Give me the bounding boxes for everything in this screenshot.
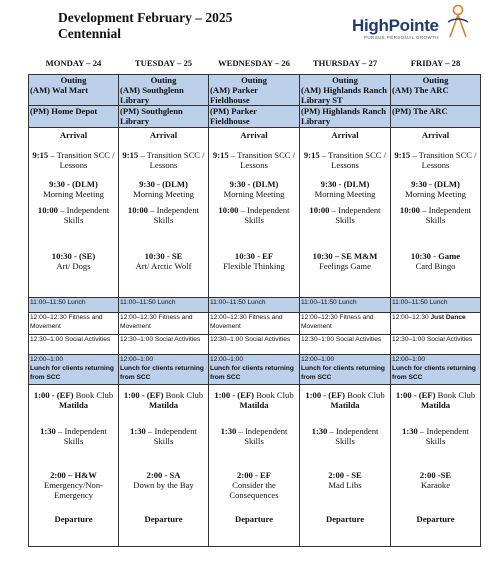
logo-wordmark: HighPointe (352, 16, 439, 35)
logo-figure-icon (444, 4, 470, 38)
book-club-item: 1:00 - (EF) Book Club Matilda (33, 390, 114, 410)
activity-item: 10:30 – SE M&M Feelings Game (312, 251, 378, 271)
highpointe-logo (350, 4, 470, 46)
book-club-item: 1:00 - (EF) Book Club Matilda (123, 390, 204, 410)
lunch-cell: 11:00–11:50 Lunch (209, 298, 300, 313)
independent-skills-item: 10:00 – Independent Skills (37, 205, 110, 225)
independent-skills-item: 1:30 – Independent Skills (40, 426, 107, 446)
outing-pm-cell: (PM) Highlands Ranch Library (300, 106, 391, 128)
morning-block-cell (209, 128, 300, 298)
transition-item: 9:15 – Transition SCC / Lessons (394, 150, 477, 170)
fitness-cell: 12:00–12:30 Just Dance (391, 313, 481, 335)
independent-skills-item: 10:00 – Independent Skills (309, 205, 381, 225)
book-club-item: 1:00 - (EF) Book Club Matilda (395, 390, 476, 410)
fitness-cell: 12:00–12:30 Fitness and Movement (29, 313, 119, 335)
fitness-cell: 12:00–12:30 Fitness and Movement (300, 313, 391, 335)
outing-pm-row (29, 106, 481, 128)
afternoon-block-cell (119, 385, 209, 547)
morning-meeting-item: 9:30 - (DLM) Morning Meeting (223, 179, 285, 199)
arrival-label: Arrival (421, 130, 450, 140)
lunch-cell: 11:00–11:50 Lunch (29, 298, 119, 313)
activity-item: 10:30 - EF Flexible Thinking (223, 251, 285, 271)
independent-skills-item: 1:30 – Independent Skills (311, 426, 379, 446)
social-cell: 12:30–1:00 Social Activities (29, 335, 119, 355)
fitness-cell: 12:00–12:30 Fitness and Movement (209, 313, 300, 335)
outing-pm-cell: (PM) The ARC (391, 106, 481, 128)
social-cell: 12:30–1:00 Social Activities (300, 335, 391, 355)
departure-label: Departure (234, 514, 274, 524)
logo-tagline: PURSUE PERSONAL GROWTH (364, 35, 439, 40)
independent-skills-item: 1:30 – Independent Skills (220, 426, 288, 446)
lunch-cell: 11:00–11:50 Lunch (119, 298, 209, 313)
departure-label: Departure (54, 514, 93, 524)
morning-meeting-item: 9:30 - (DLM) Morning Meeting (133, 179, 194, 199)
day-heading: THURSDAY – 27 (312, 58, 378, 68)
outing-pm-cell: (PM) Southglenn Library (119, 106, 209, 128)
outing-am-cell: Outing (AM) The ARC (391, 75, 481, 106)
morning-meeting-item: 9:30 - (DLM) Morning Meeting (43, 179, 104, 199)
scc-lunch-cell: 12:00–1:00 Lunch for clients returning from SCC (119, 355, 209, 385)
afternoon-block-cell (29, 385, 119, 547)
afternoon-activity-item: 2:00 -SE Karaoke (419, 470, 452, 490)
scc-lunch-cell: 12:00–1:00 Lunch for clients returning from SCC (209, 355, 300, 385)
afternoon-block-cell (391, 385, 481, 547)
transition-item: 9:15 – Transition SCC / Lessons (303, 150, 387, 170)
independent-skills-item: 10:00 – Independent Skills (127, 205, 200, 225)
fitness-cell: 12:00–12:30 Fitness and Movement (119, 313, 209, 335)
title-line-2: Centennial (58, 26, 122, 41)
book-club-item: 1:00 - (EF) Book Club Matilda (305, 390, 385, 410)
outing-pm-cell: (PM) Home Depot (29, 106, 119, 128)
afternoon-block-row (29, 385, 481, 547)
morning-meeting-item: 9:30 - (DLM) Morning Meeting (314, 179, 376, 199)
schedule-table (28, 58, 481, 547)
morning-block-cell (391, 128, 481, 298)
document-title (58, 10, 232, 42)
outing-am-row (29, 75, 481, 106)
title-line-1: Development February – 2025 (58, 10, 233, 25)
arrival-label: Arrival (240, 130, 268, 140)
morning-block-row (29, 128, 481, 298)
scc-lunch-cell: 12:00–1:00 Lunch for clients returning from SCC (300, 355, 391, 385)
arrival-label: Arrival (59, 130, 88, 140)
independent-skills-item: 1:30 – Independent Skills (402, 426, 469, 446)
day-heading: FRIDAY – 28 (410, 58, 461, 68)
scc-lunch-cell: 12:00–1:00 Lunch for clients returning from SCC (29, 355, 119, 385)
morning-block-cell (119, 128, 209, 298)
activity-item: 10:30 - SE Art/ Arctic Wolf (135, 251, 192, 271)
transition-item: 9:15 – Transition SCC / Lessons (212, 150, 296, 170)
day-heading: MONDAY – 24 (45, 58, 102, 68)
lunch-cell: 11:00–11:50 Lunch (391, 298, 481, 313)
departure-label: Departure (325, 514, 365, 524)
afternoon-activity-item: 2:00 - SA Down by the Bay (133, 470, 194, 490)
scc-lunch-cell: 12:00–1:00 Lunch for clients returning from SCC (391, 355, 481, 385)
day-heading: WEDNESDAY – 26 (218, 58, 290, 68)
independent-skills-item: 10:00 – Independent Skills (218, 205, 290, 225)
outing-am-cell: Outing (AM) Wal Mart (29, 75, 119, 106)
morning-block-cell (300, 128, 391, 298)
activity-item: 10:30 - (SE) Art/ Dogs (51, 251, 96, 271)
scc-lunch-row (29, 355, 481, 385)
afternoon-activity-item: 2:00 - EF Consider the Consequences (229, 470, 279, 500)
activity-item: 10:30 - Game Card Bingo (410, 251, 461, 271)
independent-skills-item: 10:00 – Independent Skills (399, 205, 472, 225)
social-cell: 12:30–1:00 Social Activities (119, 335, 209, 355)
departure-label: Departure (144, 514, 183, 524)
outing-am-cell: Outing (AM) Parker Fieldhouse (209, 75, 300, 106)
outing-pm-cell: (PM) Parker Fieldhouse (209, 106, 300, 128)
lunch-row (29, 298, 481, 313)
independent-skills-item: 1:30 – Independent Skills (130, 426, 197, 446)
lunch-cell: 11:00–11:50 Lunch (300, 298, 391, 313)
departure-label: Departure (416, 514, 455, 524)
transition-item: 9:15 – Transition SCC / Lessons (122, 150, 205, 170)
morning-block-cell (29, 128, 119, 298)
day-heading: TUESDAY – 25 (134, 58, 193, 68)
arrival-label: Arrival (331, 130, 359, 140)
social-cell: 12:30–1:00 Social Activities (391, 335, 481, 355)
day-header-row (29, 58, 481, 75)
transition-item: 9:15 – Transition SCC / Lessons (32, 150, 115, 170)
fitness-row (29, 313, 481, 335)
outing-am-cell: Outing (AM) Southglenn Library (119, 75, 209, 106)
afternoon-activity-item: 2:00 – H&W Emergency/Non-Emergency (43, 470, 104, 500)
outing-am-cell: Outing (AM) Highlands Ranch Library ST (300, 75, 391, 106)
afternoon-block-cell (300, 385, 391, 547)
book-club-item: 1:00 - (EF) Book Club Matilda (214, 390, 294, 410)
afternoon-block-cell (209, 385, 300, 547)
arrival-label: Arrival (149, 130, 178, 140)
afternoon-activity-item: 2:00 - SE Mad Libs (328, 470, 362, 490)
social-row (29, 335, 481, 355)
social-cell: 12:30–1:00 Social Activities (209, 335, 300, 355)
morning-meeting-item: 9:30 - (DLM) Morning Meeting (405, 179, 466, 199)
